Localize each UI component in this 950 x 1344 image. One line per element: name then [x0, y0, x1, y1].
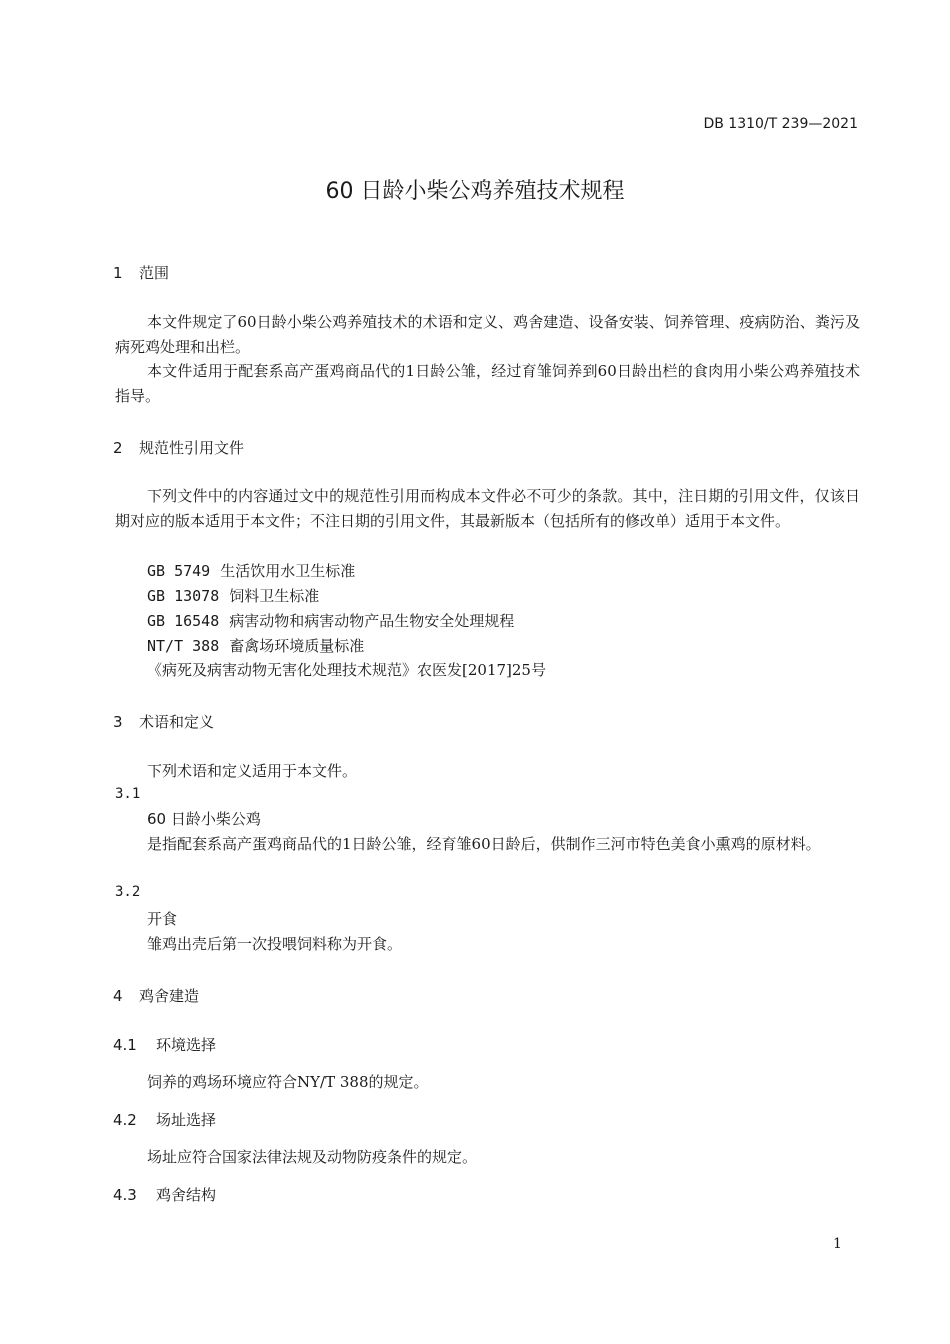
section-number: 1: [113, 264, 123, 282]
term-number: 3.2: [115, 884, 141, 900]
section-2-para-1: 下列文件中的内容通过文中的规范性引用而构成本文件必不可少的条款。其中，注日期的引用文件，仅该日期对应的版本适用于本文件；不注日期的引用文件，其最新版本（包括所有的修改单）适用于本文件。: [115, 487, 860, 530]
standard-id: DB 1310/T 239—2021: [703, 116, 858, 132]
section-3-para-1: 下列术语和定义适用于本文件。: [147, 762, 358, 780]
term-definition: 雏鸡出壳后第一次投喂饲料称为开食。: [147, 935, 403, 953]
subsection-number: 4.1: [113, 1036, 137, 1054]
term-name: 60 日龄小柴公鸡: [147, 810, 261, 828]
reference-item: [147, 610, 514, 631]
section-number: 2: [113, 439, 123, 457]
reference-name: 病害动物和病害动物产品生物安全处理规程: [229, 612, 515, 630]
reference-item: [147, 585, 319, 606]
section-number: 4: [113, 987, 123, 1005]
document-title: 60 日龄小柴公鸡养殖技术规程: [325, 179, 625, 204]
reference-item: [147, 635, 364, 656]
reference-code: GB 16548: [147, 612, 220, 630]
subsection-4-2-text: 场址应符合国家法律法规及动物防疫条件的规定。: [147, 1148, 478, 1166]
reference-code: NT/T 388: [147, 637, 220, 655]
section-title: 范围: [139, 264, 170, 282]
subsection-number: 4.2: [113, 1111, 137, 1129]
section-1-para-1: 本文件规定了60日龄小柴公鸡养殖技术的术语和定义、鸡舍建造、设备安装、饲养管理、疫病防治、粪污及病死鸡处理和出栏。: [115, 313, 860, 356]
subsection-4-3-heading: [113, 1184, 216, 1205]
section-3-heading: [113, 711, 214, 732]
subsection-4-1-heading: [113, 1034, 216, 1055]
page-number: 1: [833, 1236, 842, 1252]
section-title: 术语和定义: [139, 713, 215, 731]
reference-code: GB 13078: [147, 587, 220, 605]
subsection-title: 鸡舍结构: [156, 1186, 217, 1204]
subsection-number: 4.3: [113, 1186, 137, 1204]
section-4-heading: [113, 985, 199, 1006]
reference-name: 畜禽场环境质量标准: [229, 637, 365, 655]
section-title: 鸡舍建造: [139, 987, 200, 1005]
term-number: 3.1: [115, 786, 141, 802]
reference-name: 生活饮用水卫生标准: [220, 562, 356, 580]
section-title: 规范性引用文件: [139, 439, 245, 457]
subsection-title: 场址选择: [156, 1111, 217, 1129]
subsection-title: 环境选择: [156, 1036, 217, 1054]
reference-extra: 《病死及病害动物无害化处理技术规范》农医发[2017]25号: [147, 661, 546, 679]
reference-name: 饲料卫生标准: [229, 587, 320, 605]
section-1-heading: [113, 262, 169, 283]
section-1-para-2: 本文件适用于配套系高产蛋鸡商品代的1日龄公雏，经过育雏饲养到60日龄出栏的食肉用小柴公鸡养殖技术指导。: [115, 362, 860, 405]
section-number: 3: [113, 713, 123, 731]
subsection-4-1-text: 饲养的鸡场环境应符合NY/T 388的规定。: [147, 1073, 429, 1091]
term-name: 开食: [147, 910, 178, 928]
term-definition: 是指配套系高产蛋鸡商品代的1日龄公雏，经育雏60日龄后，供制作三河市特色美食小熏鸡的原材料。: [147, 835, 821, 853]
reference-item: [147, 560, 355, 581]
section-2-heading: [113, 437, 244, 458]
reference-code: GB 5749: [147, 562, 211, 580]
subsection-4-2-heading: [113, 1109, 216, 1130]
